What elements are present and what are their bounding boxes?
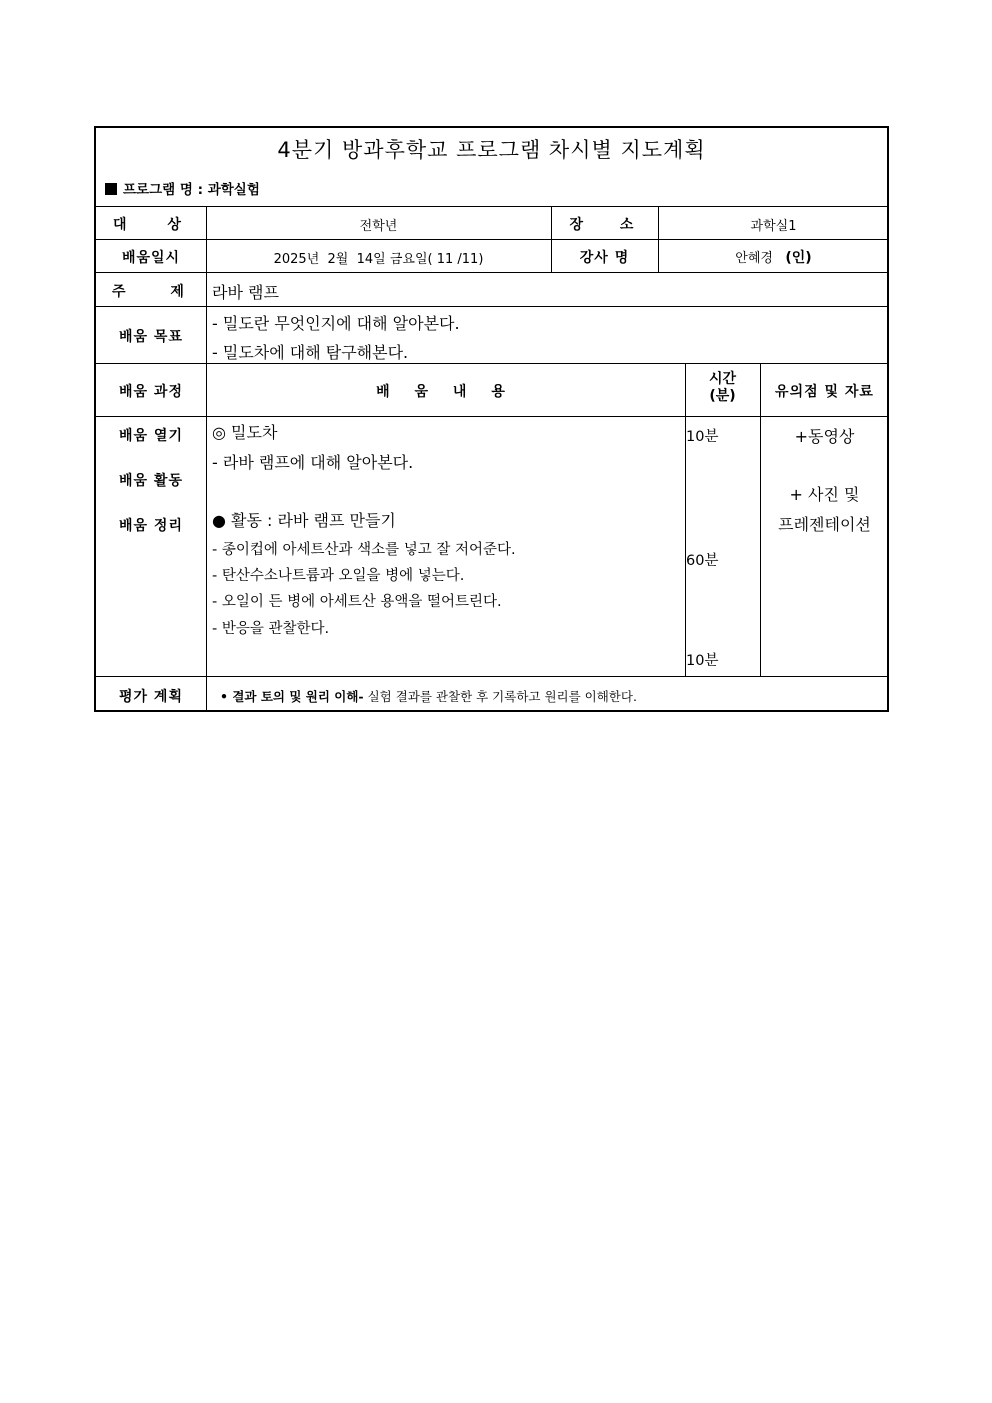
goal-item: - 밀도란 무엇인지에 대해 알아본다. bbox=[212, 314, 460, 333]
stage-activity: 배움 활동 bbox=[119, 473, 183, 489]
activity-step: - 오일이 든 병에 아세트산 용액을 떨어트린다. bbox=[212, 594, 502, 610]
teacher-cell bbox=[658, 247, 889, 267]
evaluation-detail: 실험 결과를 관찰한 후 기록하고 원리를 이해한다. bbox=[363, 689, 637, 704]
intro-line: - 라바 램프에 대해 알아본다. bbox=[212, 453, 414, 472]
divider bbox=[96, 206, 887, 207]
target-value: 전학년 bbox=[359, 219, 398, 234]
teacher-label: 강사 명 bbox=[579, 250, 630, 266]
time-header-line1: 시간 bbox=[708, 371, 737, 387]
note-item: + 사진 및 bbox=[789, 485, 860, 504]
divider bbox=[206, 206, 207, 712]
square-bullet-icon bbox=[105, 183, 117, 195]
goal-label: 배움 목표 bbox=[119, 329, 183, 345]
lesson-plan-table bbox=[94, 126, 889, 712]
time-header-line2: (분) bbox=[709, 388, 736, 404]
teacher-value: 안혜경 bbox=[735, 251, 773, 266]
activity-heading: ● 활동 : 라바 램프 만들기 bbox=[212, 511, 396, 530]
target-label: 대 상 bbox=[113, 217, 199, 233]
process-header: 배움 과정 bbox=[119, 384, 183, 400]
time-close: 10분 bbox=[686, 653, 719, 669]
topic-value: 라바 램프 bbox=[212, 283, 279, 302]
activity-step: - 반응을 관찰한다. bbox=[212, 621, 330, 637]
note-item: 프레젠테이션 bbox=[778, 515, 871, 534]
time-open: 10분 bbox=[686, 429, 719, 445]
time-activity: 60분 bbox=[686, 553, 719, 569]
page-title: 4분기 방과후학교 프로그램 차시별 지도계획 bbox=[277, 138, 706, 162]
date-value: 2025년 2월 14일 금요일( 11 /11) bbox=[273, 252, 484, 267]
seal-mark: (인) bbox=[785, 250, 812, 266]
stage-close: 배움 정리 bbox=[119, 518, 183, 534]
place-label: 장 소 bbox=[569, 217, 650, 233]
content-header: 배 움 내 용 bbox=[376, 384, 515, 400]
divider bbox=[96, 272, 887, 273]
activity-step: - 종이컵에 아세트산과 색소를 넣고 잘 저어준다. bbox=[212, 542, 516, 558]
divider bbox=[96, 363, 887, 364]
divider bbox=[96, 306, 887, 307]
program-name-text: 프로그램 명 : 과학실험 bbox=[123, 182, 260, 198]
program-name bbox=[105, 178, 260, 198]
topic-label: 주 제 bbox=[112, 284, 204, 300]
divider bbox=[96, 416, 887, 417]
date-label: 배움일시 bbox=[121, 250, 181, 266]
divider bbox=[96, 676, 887, 677]
divider bbox=[685, 363, 686, 676]
time-header bbox=[685, 371, 760, 405]
evaluation-text bbox=[220, 687, 637, 705]
activity-step: - 탄산수소나트륨과 오일을 병에 넣는다. bbox=[212, 568, 465, 584]
goal-item: - 밀도차에 대해 탐구해본다. bbox=[212, 343, 409, 362]
evaluation-bold: • 결과 토의 및 원리 이해- bbox=[220, 689, 364, 704]
note-item: +동영상 bbox=[794, 427, 855, 446]
evaluation-label: 평가 계획 bbox=[119, 689, 183, 705]
intro-heading: ◎ 밀도차 bbox=[212, 423, 278, 442]
notes-header: 유의점 및 자료 bbox=[775, 384, 874, 400]
place-value: 과학실1 bbox=[750, 219, 797, 234]
stage-open: 배움 열기 bbox=[119, 428, 183, 444]
divider bbox=[96, 239, 887, 240]
